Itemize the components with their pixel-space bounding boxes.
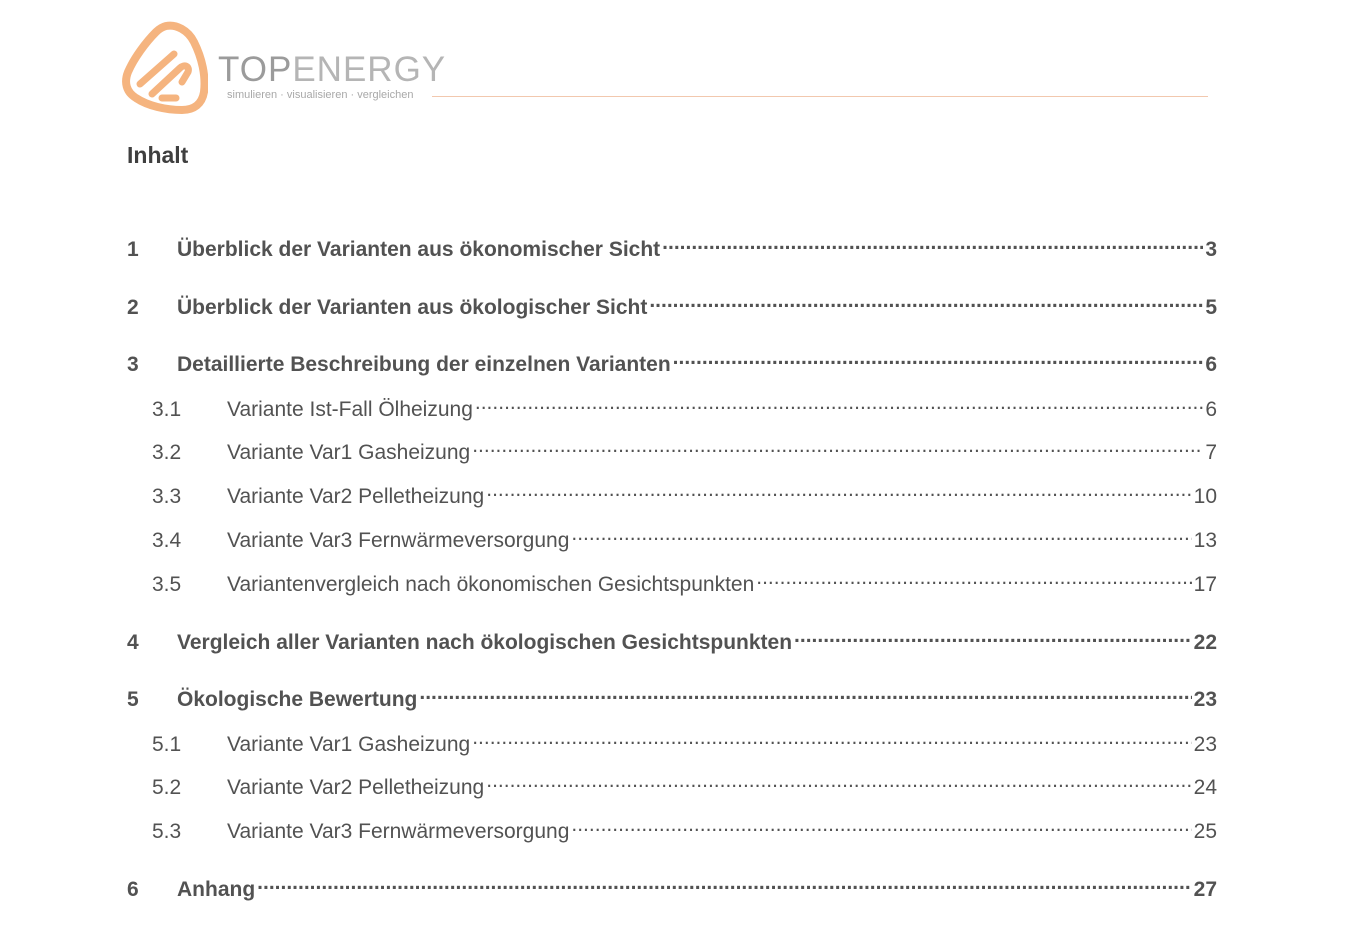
document-header — [0, 0, 1345, 120]
toc-dot-leader — [649, 286, 1203, 314]
toc-entry-page: 23 — [1193, 733, 1217, 756]
toc-dot-leader — [794, 621, 1192, 649]
toc-entry-number: 3 — [127, 353, 139, 376]
toc-entry-3-4[interactable] — [152, 519, 1217, 555]
toc-entry-title: Variante Ist-Fall Ölheizung — [227, 398, 473, 421]
toc-dot-leader — [486, 475, 1191, 503]
toc-entry-6[interactable] — [127, 868, 1217, 904]
toc-entry-title: Variantenvergleich nach ökonomischen Gesichtspunkten — [227, 573, 755, 596]
toc-entry-5-2[interactable] — [152, 766, 1217, 802]
toc-entry-5-3[interactable] — [152, 810, 1217, 846]
toc-dot-leader — [472, 431, 1203, 459]
toc-entry-4[interactable] — [127, 621, 1217, 657]
toc-entry-title: Vergleich aller Varianten nach ökologischen Gesichtspunkten — [177, 631, 793, 654]
toc-entry-page: 25 — [1193, 820, 1217, 843]
toc-entry-5[interactable] — [127, 678, 1217, 714]
toc-entry-number: 5.2 — [152, 776, 182, 799]
toc-entry-page: 6 — [1205, 353, 1217, 376]
toc-entry-number: 5.1 — [152, 733, 182, 756]
toc-dot-leader — [257, 868, 1191, 896]
toc-entry-page: 27 — [1193, 878, 1217, 901]
toc-entry-number: 3.1 — [152, 398, 182, 421]
toc-entry-title: Variante Var1 Gasheizung — [227, 441, 471, 464]
toc-entry-page: 22 — [1193, 631, 1217, 654]
toc-entry-page: 10 — [1193, 485, 1217, 508]
toc-entry-title: Variante Var3 Fernwärmeversorgung — [227, 820, 570, 843]
toc-entry-page: 24 — [1193, 776, 1217, 799]
toc-entry-title: Detaillierte Beschreibung der einzelnen Varianten — [177, 353, 671, 376]
toc-heading: Inhalt — [127, 142, 189, 168]
toc-entry-page: 23 — [1193, 688, 1217, 711]
toc-entry-number: 5.3 — [152, 820, 182, 843]
toc-entry-3-1[interactable] — [152, 388, 1217, 424]
toc-entry-number: 2 — [127, 296, 139, 319]
toc-entry-title: Ökologische Bewertung — [177, 688, 418, 711]
toc-entry-title: Variante Var1 Gasheizung — [227, 733, 471, 756]
toc-entry-page: 6 — [1205, 398, 1217, 421]
toc-entry-page: 3 — [1205, 238, 1217, 261]
toc-entry-page: 5 — [1205, 296, 1217, 319]
toc-dot-leader — [472, 723, 1191, 751]
toc-entry-number: 6 — [127, 878, 139, 901]
toc-entry-3-3[interactable] — [152, 475, 1217, 511]
toc-entry-page: 17 — [1193, 573, 1217, 596]
toc-dot-leader — [486, 766, 1191, 794]
toc-dot-leader — [673, 343, 1204, 371]
toc-entry-number: 3.4 — [152, 529, 182, 552]
toc-entry-2[interactable] — [127, 286, 1217, 322]
toc-entry-number: 3.3 — [152, 485, 182, 508]
toc-entry-3-5[interactable] — [152, 563, 1217, 599]
toc-entry-title: Überblick der Varianten aus ökonomischer Sicht — [177, 238, 661, 261]
toc-entry-5-1[interactable] — [152, 723, 1217, 759]
brand-name-part-top: TOP — [218, 50, 293, 89]
toc-dot-leader — [756, 563, 1191, 591]
toc-entry-title: Variante Var3 Fernwärmeversorgung — [227, 529, 570, 552]
toc-entry-number: 1 — [127, 238, 139, 261]
toc-entry-number: 3.2 — [152, 441, 182, 464]
toc-entry-title: Variante Var2 Pelletheizung — [227, 776, 485, 799]
toc-dot-leader — [475, 388, 1203, 416]
toc-entry-number: 3.5 — [152, 573, 182, 596]
toc-dot-leader — [419, 678, 1191, 706]
toc-dot-leader — [662, 228, 1203, 256]
toc-entry-number: 4 — [127, 631, 139, 654]
toc-entry-number: 5 — [127, 688, 139, 711]
brand-name-part-energy: ENERGY — [292, 50, 447, 89]
toc-entry-title: Variante Var2 Pelletheizung — [227, 485, 485, 508]
toc-entry-3-2[interactable] — [152, 431, 1217, 467]
toc-dot-leader — [571, 519, 1191, 547]
toc-entry-title: Anhang — [177, 878, 256, 901]
toc-entry-title: Überblick der Varianten aus ökologischer Sicht — [177, 296, 648, 319]
header-divider — [432, 96, 1208, 97]
toc-entry-page: 13 — [1193, 529, 1217, 552]
toc-entry-1[interactable] — [127, 228, 1217, 264]
brand-tagline: simulieren · visualisieren · vergleichen — [227, 89, 414, 101]
toc-entry-page: 7 — [1205, 441, 1217, 464]
brand-name — [218, 50, 446, 90]
toc-dot-leader — [571, 810, 1191, 838]
topenergy-logo-icon — [122, 20, 208, 114]
toc-entry-3[interactable] — [127, 343, 1217, 379]
